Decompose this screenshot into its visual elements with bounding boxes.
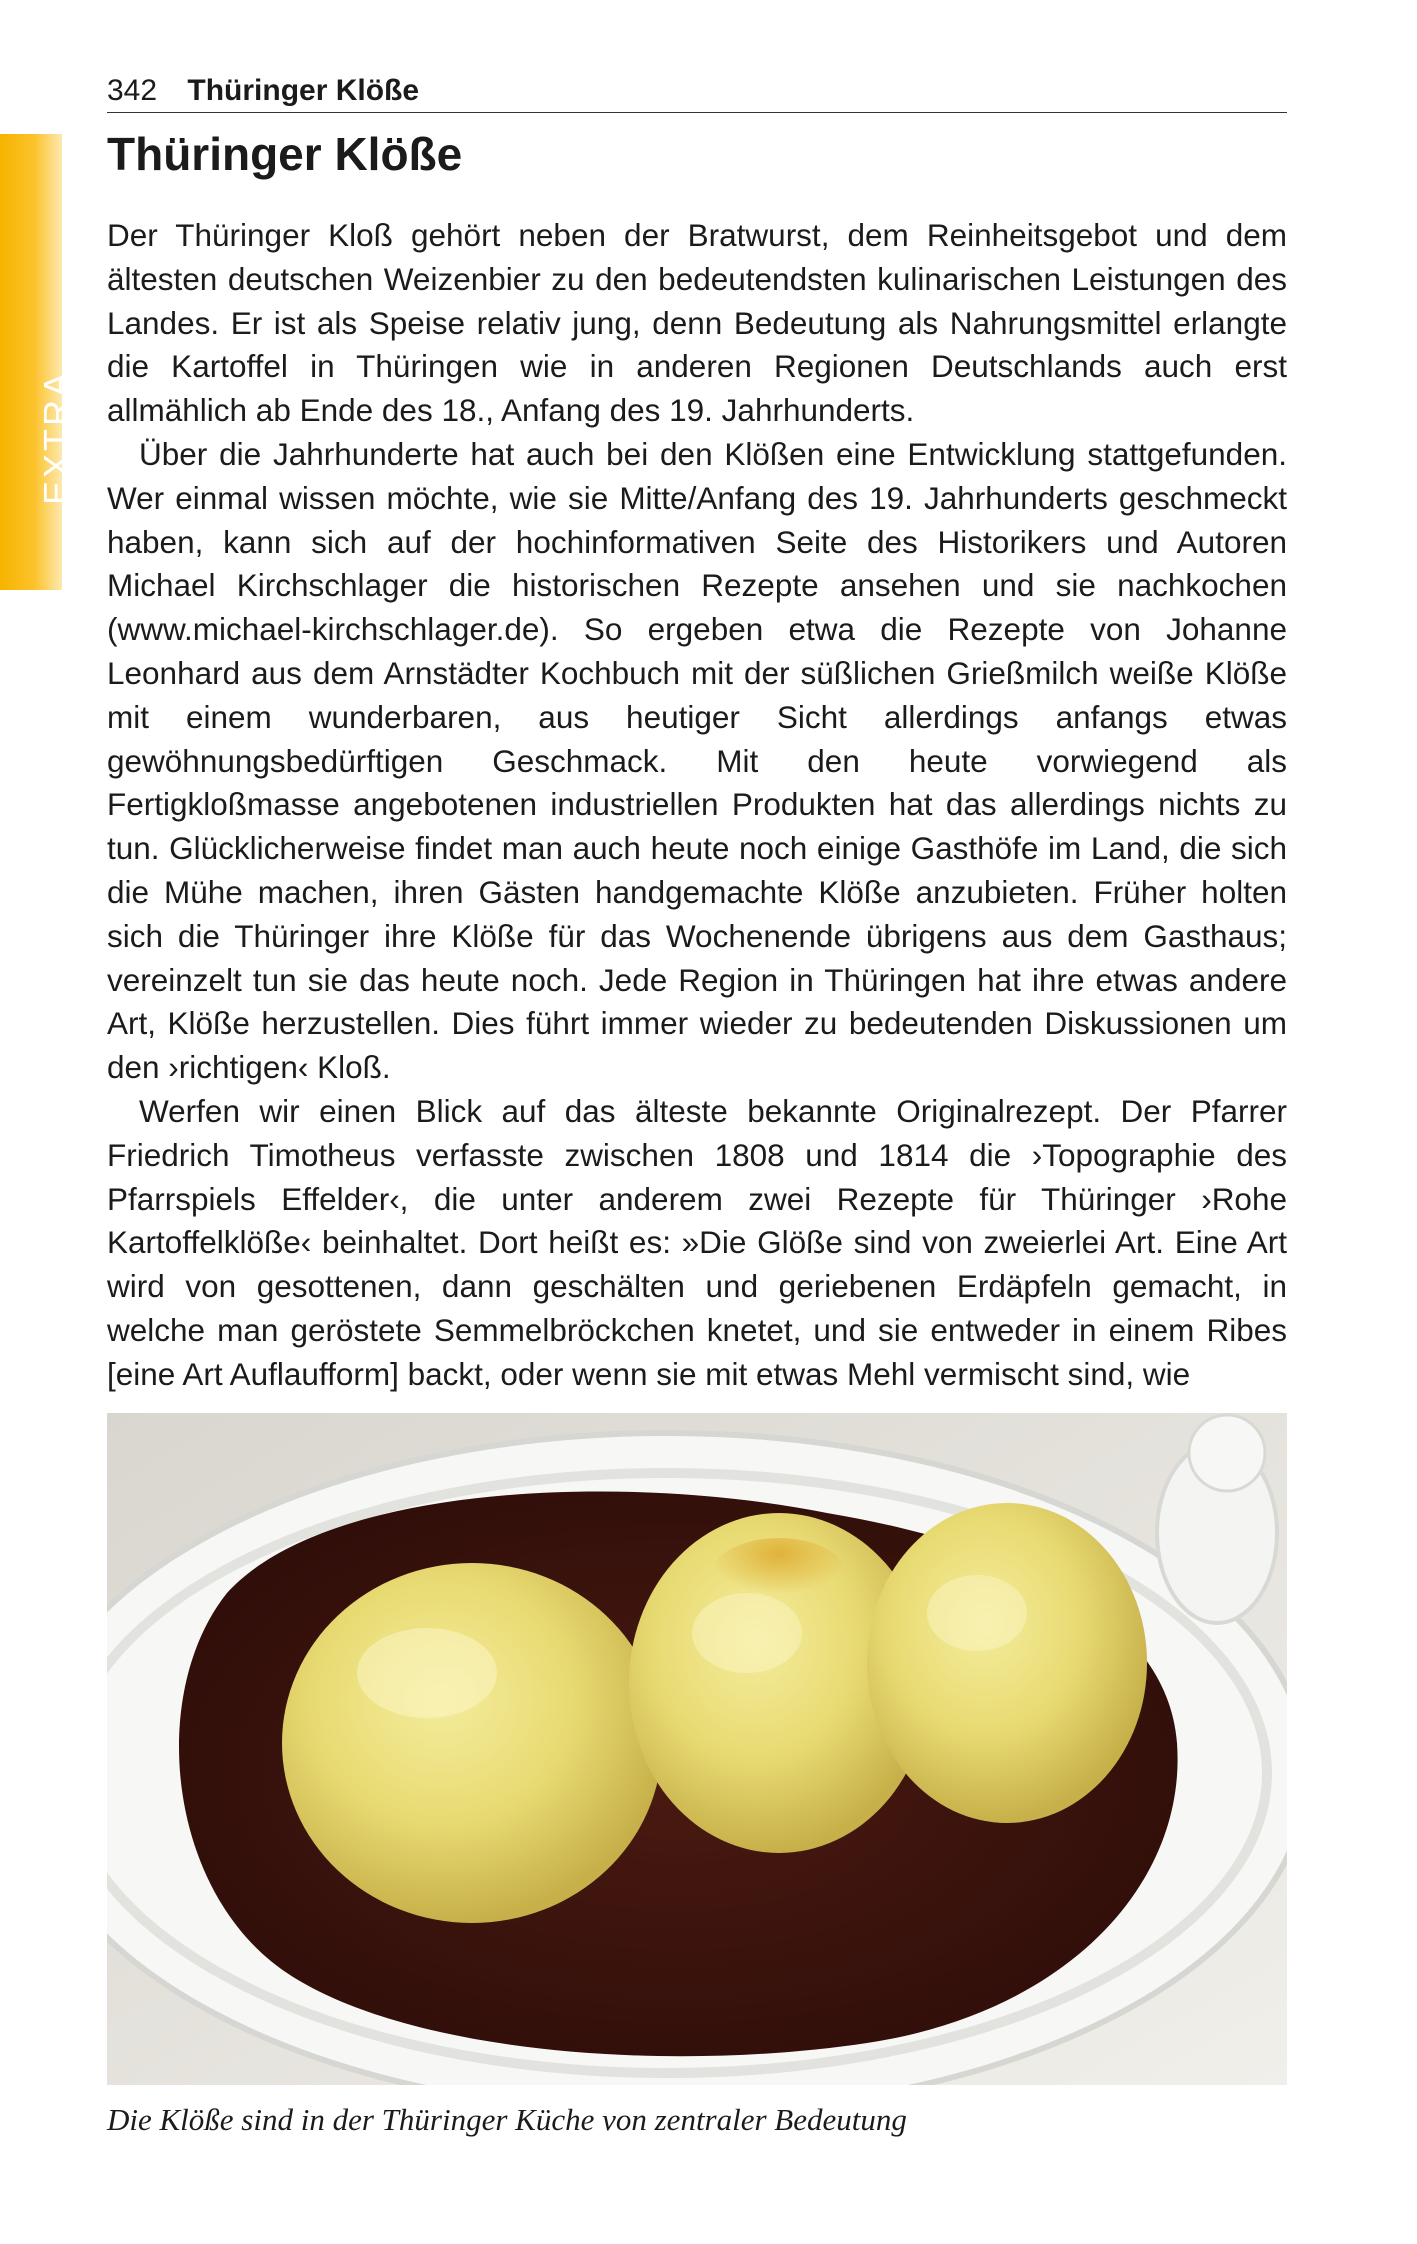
running-title: Thüringer Klöße: [187, 74, 420, 107]
paragraph-1: Der Thüringer Kloß gehört neben der Bratwurst, dem Reinheitsgebot und dem ältesten deutschen Weizenbier zu den bedeutendsten kulinarischen Leistungen des Landes. Er ist als Speise relativ jung, denn Bedeutung als Nahrungsmittel erlangte die Kartoffel in Thüringen wie in anderen Regionen Deutschlands auch erst allmählich ab Ende des 18., Anfang des 19. Jahrhunderts.: [107, 217, 1287, 429]
photo-caption: Die Klöße sind in der Thüringer Küche von zentraler Bedeutung: [107, 2102, 907, 2137]
body-text: [107, 214, 1287, 1397]
paragraph-2: Über die Jahrhunderte hat auch bei den Klößen eine Entwicklung stattgefunden. Wer einmal wissen möchte, wie sie Mitte/Anfang des 19. Jahrhunderts geschmeckt haben, kann sich auf der hochinformativen Seite des Historikers und Autoren Michael Kirchschlager die historischen Rezepte ansehen und sie nachkochen (www.michael-kirchschlager.de). So ergeben etwa die Rezepte von Johanne Leonhard aus dem Arnstädter Kochbuch mit der süßlichen Grießmilch weiße Klöße mit einem wunderbaren, aus heutiger Sicht allerdings anfangs etwas gewöhnungsbedürftigen Geschmack. Mit den heute vorwiegend als Fertigkloßmasse angebotenen industriellen Produkten hat das allerdings nichts zu tun. Glücklicherweise findet man auch heute noch einige Gasthöfe im Land, die sich die Mühe machen, ihren Gästen handgemachte Klöße anzubieten. Früher holten sich die Thüringer ihre Klöße für das Wochenende übrigens aus dem Gasthaus; vereinzelt tun sie das heute noch. Jede Region in Thüringen hat ihre etwas andere Art, Klöße herzustellen. Dies führt immer wieder zu bedeutenden Diskussionen um den ›richtigen‹ Kloß.: [107, 435, 1287, 1086]
extra-side-label: EXTRA: [36, 369, 77, 505]
running-header: [107, 72, 1287, 113]
chapter-title: Thüringer Klöße: [107, 128, 463, 180]
paragraph-3: Werfen wir einen Blick auf das älteste bekannte Originalrezept. Der Pfarrer Friedrich Timotheus verfasste zwischen 1808 und 1814 die ›Topographie des Pfarrspiels Effelder‹, die unter anderem zwei Rezepte für Thüringer ›Rohe Kartoffelklöße‹ beinhaltet. Dort heißt es: »Die Glöße sind von zweierlei Art. Eine Art wird von gesottenen, dann geschälten und geriebenen Erdäpfeln gemacht, in welche man geröstete Semmelbröckchen knetet, und sie entweder in einem Ribes [eine Art Auflaufform] backt, oder wenn sie mit etwas Mehl vermischt sind, wie: [107, 1092, 1287, 1392]
page-number: 342: [107, 74, 158, 107]
dumplings-photo: [107, 1413, 1287, 2085]
extra-side-tab: [0, 134, 62, 590]
dumplings-illustration: [107, 1413, 1287, 2085]
